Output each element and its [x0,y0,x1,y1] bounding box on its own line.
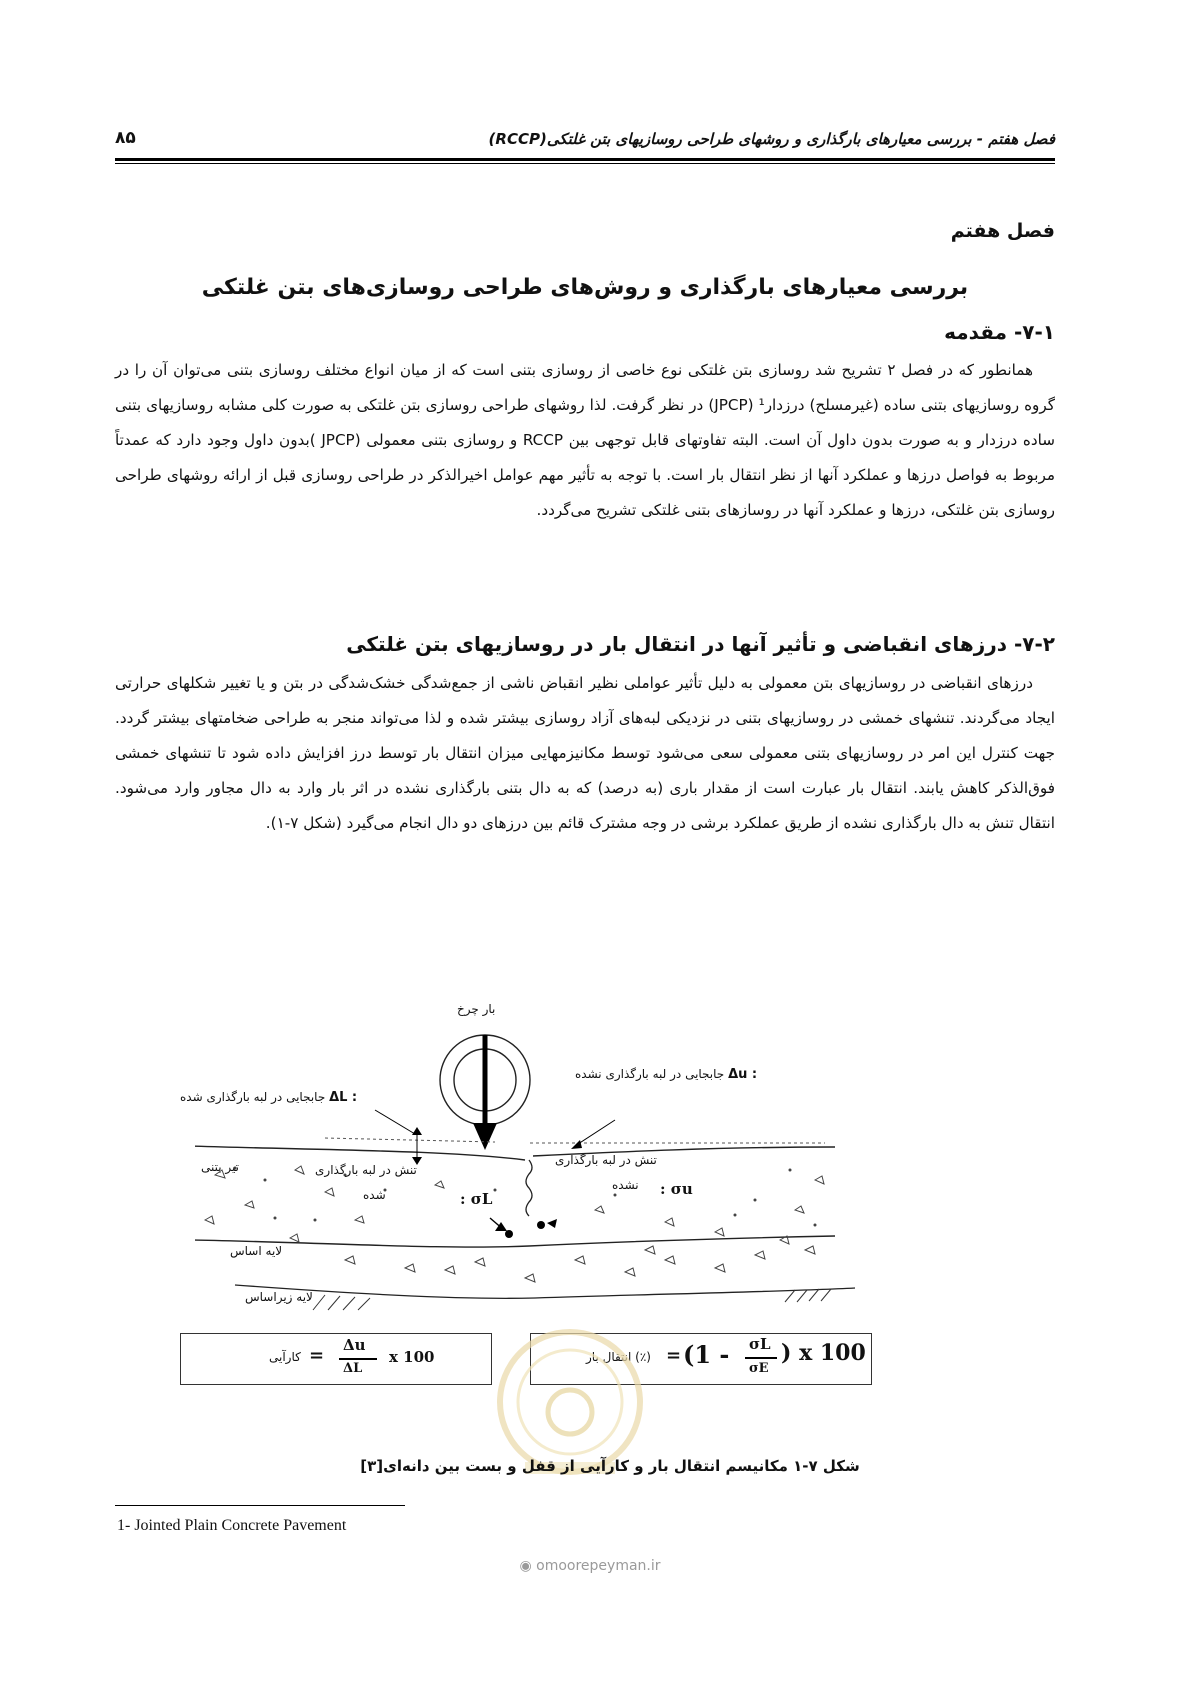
transfer-denominator: σE [749,1361,769,1376]
globe-icon: ◉ [519,1558,532,1574]
label-loaded-displacement: ΔL : جابجایی در لبه بارگذاری شده [180,1090,358,1105]
label-unloaded-stress-line2: نشده [612,1178,639,1192]
figure-caption: شکل ۷-۱ مکانیسم انتقال بار و کارآیی از قفل و بست بین دانه‌ای[۳] [360,1457,860,1475]
label-concrete-beam: تیر بتنی [201,1160,239,1174]
chapter-label: فصل هفتم [950,220,1055,242]
footnote-rule [115,1505,405,1506]
watermark-text: ◉ omoorepeyman.ir [519,1558,661,1574]
running-header-title: فصل هفتم - بررسی معیارهای بارگذاری و روشهای طراحی روسازیهای بتن غلتکی(RCCP) [488,130,1055,148]
chapter-title: بررسی معیارهای بارگذاری و روش‌های طراحی روسازی‌های بتن غلتکی [201,275,969,300]
label-unloaded-displacement: Δu : جابجایی در لبه بارگذاری نشده [575,1067,758,1082]
formula-box-efficiency: کارآیی = Δu ΔL x 100 [180,1333,492,1385]
symbol-delta-u: Δu : [728,1067,758,1082]
header-rule-thick [115,158,1055,161]
symbol-sigma-u: : σu [660,1180,693,1198]
symbol-delta-l: ΔL : [329,1090,358,1105]
label-loaded-stress-line1: تنش در لبه بارگذاری [315,1163,417,1177]
section-intro-body [115,353,1055,528]
stress-point-loaded [505,1230,513,1238]
label-wheel-load: بار چرخ [457,1002,496,1016]
paragraph: همانطور که در فصل ۲ تشریح شد روسازی بتن غلتکی نوع خاصی از روسازی بتنی است که از میان انواع مختلف روسازی بتنی می‌توان آن را در گروه روسازیهای بتنی ساده (غیرمسلح) درزدار¹ (JPCP) در نظر گرفت. لذا روشهای طراحی روسازی بتن غلتکی به صورت کلی مشابه روسازیهای بتنی ساده درزدار و به صورت بدون داول آن است. البته تفاوتهای قابل توجهی بین RCCP و روسازی بتنی معمولی (JPCP )بدون داول وجود دارد که عمدتاً مربوط به فواصل درزها و عملکرد آنها از نظر انتقال بار است. با توجه به تأثیر مهم عوامل اخیرالذکر در طراحی روسازی قبل از ارائه روشهای طراحی روسازی بتن غلتکی، درزها و عملکرد آنها در روسازهای بتنی غلتکی تشریح می‌گردد. [115,361,1055,519]
stress-point-unloaded [537,1221,545,1229]
label-subbase-layer: لایه زیراساس [245,1290,313,1304]
symbol-sigma-l: : σL [460,1190,493,1208]
fraction-bar [339,1358,377,1360]
label-base-layer: لایه اساس [230,1244,283,1258]
formula-box-load-transfer: (٪) انتقال بار = (1 - σL σE ) x 100 [530,1333,872,1385]
section-heading-intro: ۷-۱- مقدمه [944,320,1055,344]
running-header [115,124,1055,154]
efficiency-label: کارآیی [269,1350,301,1364]
footnote: 1- Jointed Plain Concrete Pavement [117,1517,347,1534]
label-unloaded-stress-line1: تنش در لبه بارگذاری [555,1153,657,1167]
paragraph: درزهای انقباضی در روسازیهای بتن معمولی به دلیل تأثیر عواملی نظیر انقباض ناشی از جمع‌شدگی خشک‌شدگی در بتن و یا تغییر شکلهای حرارتی ایجاد می‌گردند. تنشهای خمشی در روسازیهای بتنی در نزدیکی لبه‌های آزاد روسازی بیشتر شده و لذا می‌تواند منجر به طراحی ضخامتهای بیشتر گردد. جهت کنترل این امر در روسازیهای بتنی معمولی سعی می‌شود توسط مکانیزمهایی میزان انتقال بار توسط درز افزایش داده شود تا تنشهای خمشی فوق‌الذکر کاهش یابند. انتقال بار عبارت است از مقدار باری (به درصد) که به دال بتنی بارگذاری نشده در اثر بار وارد به دال مجاور وارد می‌شود. انتقال تنش به دال بارگذاری نشده از طریق عملکرد برشی در وجه مشترک قائم بین درزهای دو دال انجام می‌گیرد (شکل ۷-۱). [115,674,1055,832]
load-arrow-icon [473,1123,497,1150]
efficiency-denominator: ΔL [343,1361,363,1376]
header-rule-thin [115,163,1055,164]
fraction-bar [745,1357,777,1359]
page-number: ۸۵ [115,128,136,148]
efficiency-numerator: Δu [343,1336,366,1354]
transfer-numerator: σL [749,1335,771,1353]
section-heading-joints: ۷-۲- درزهای انقباضی و تأثیر آنها در انتقال بار در روسازیهای بتن غلتکی [346,632,1055,656]
section-joints-body [115,666,1055,841]
label-loaded-stress-line2: شده [363,1188,386,1202]
load-transfer-label: (٪) انتقال بار [586,1350,651,1364]
